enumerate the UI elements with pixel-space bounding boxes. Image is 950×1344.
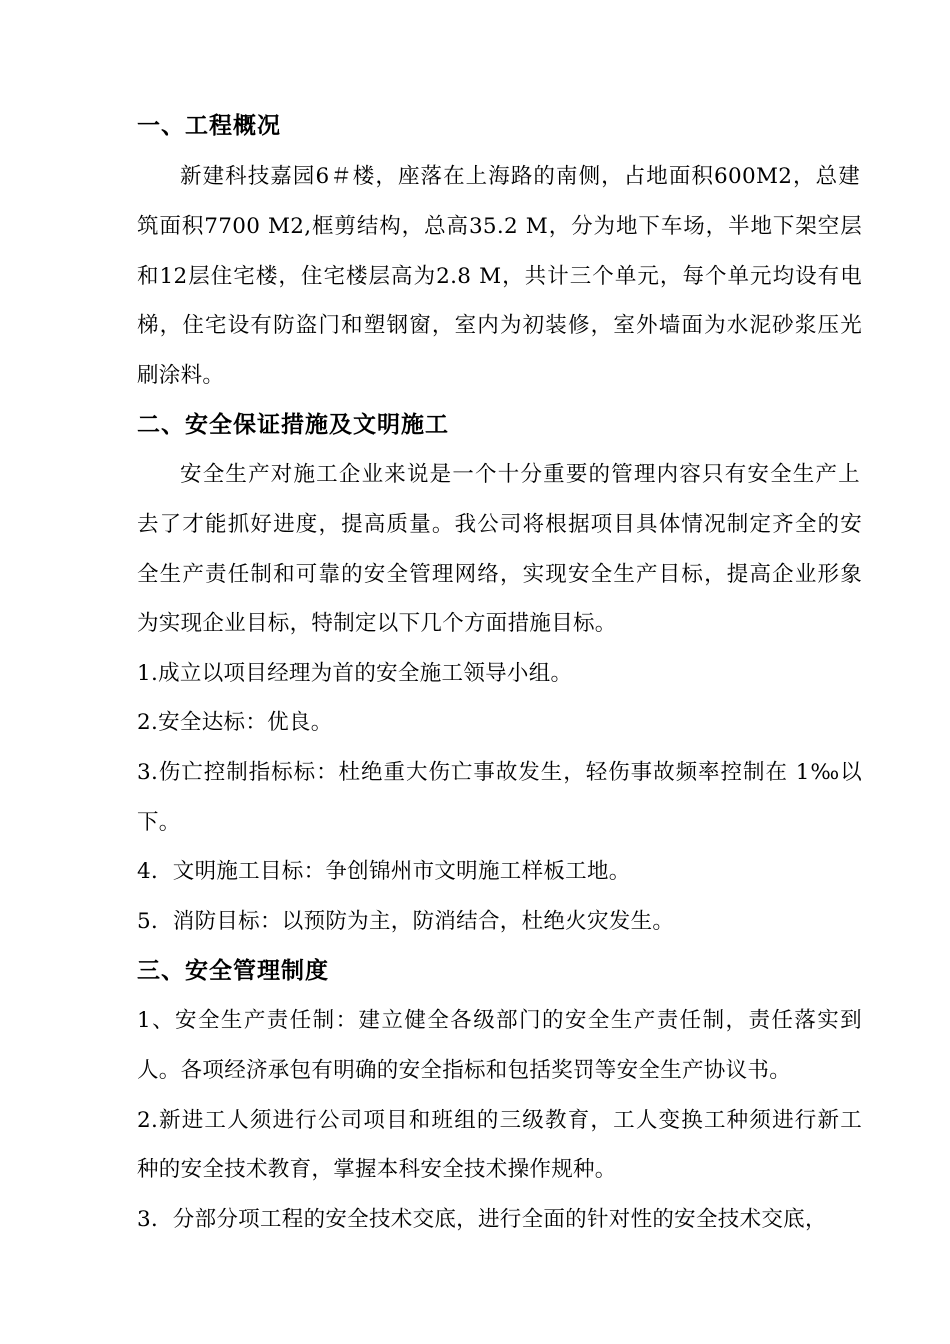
paragraph-line: 全生产责任制和可靠的安全管理网络，实现安全生产目标，提高企业形象 (137, 562, 862, 587)
paragraph-line: 和12层住宅楼，住宅楼层高为2.8 M，共计三个单元，每个单元均设有电 (137, 264, 862, 289)
list-item: 5．消防目标：以预防为主，防消结合，杜绝火灾发生。 (137, 909, 675, 934)
paragraph-line: 为实现企业目标，特制定以下几个方面措施目标。 (137, 611, 617, 636)
paragraph-line: 刷涂料。 (137, 363, 225, 388)
list-item: 3．分部分项工程的安全技术交底，进行全面的针对性的安全技术交底， (137, 1207, 827, 1232)
section-heading-project-overview: 一、工程概况 (137, 113, 281, 139)
section-heading-safety-management: 三、安全管理制度 (137, 958, 329, 984)
list-item: 3.伤亡控制指标标：杜绝重大伤亡事故发生，轻伤事故频率控制在 1‰以 (137, 760, 862, 785)
paragraph-line: 新建科技嘉园6＃楼，座落在上海路的南侧，占地面积600M2，总建 (180, 164, 860, 189)
list-item-continuation: 人。各项经济承包有明确的安全指标和包括奖罚等安全生产协议书。 (137, 1058, 792, 1083)
list-item: 2.新进工人须进行公司项目和班组的三级教育，工人变换工种须进行新工 (137, 1108, 862, 1133)
paragraph-line: 去了才能抓好进度，提高质量。我公司将根据项目具体情况制定齐全的安 (137, 512, 862, 537)
list-item-continuation: 种的安全技术教育，掌握本科安全技术操作规种。 (137, 1157, 617, 1182)
paragraph-line: 梯，住宅设有防盗门和塑钢窗，室内为初装修，室外墙面为水泥砂浆压光 (137, 313, 862, 338)
paragraph-line: 安全生产对施工企业来说是一个十分重要的管理内容只有安全生产上 (180, 462, 860, 487)
section-heading-safety-measures: 二、安全保证措施及文明施工 (137, 412, 449, 438)
list-item: 1.成立以项目经理为首的安全施工领导小组。 (137, 661, 573, 686)
list-item-continuation: 下。 (137, 810, 181, 835)
list-item: 1、安全生产责任制：建立健全各级部门的安全生产责任制，责任落实到 (137, 1008, 862, 1033)
list-item: 2.安全达标：优良。 (137, 710, 333, 735)
list-item: 4．文明施工目标：争创锦州市文明施工样板工地。 (137, 859, 631, 884)
paragraph-line: 筑面积7700 M2,框剪结构，总高35.2 M，分为地下车场，半地下架空层 (137, 214, 862, 239)
